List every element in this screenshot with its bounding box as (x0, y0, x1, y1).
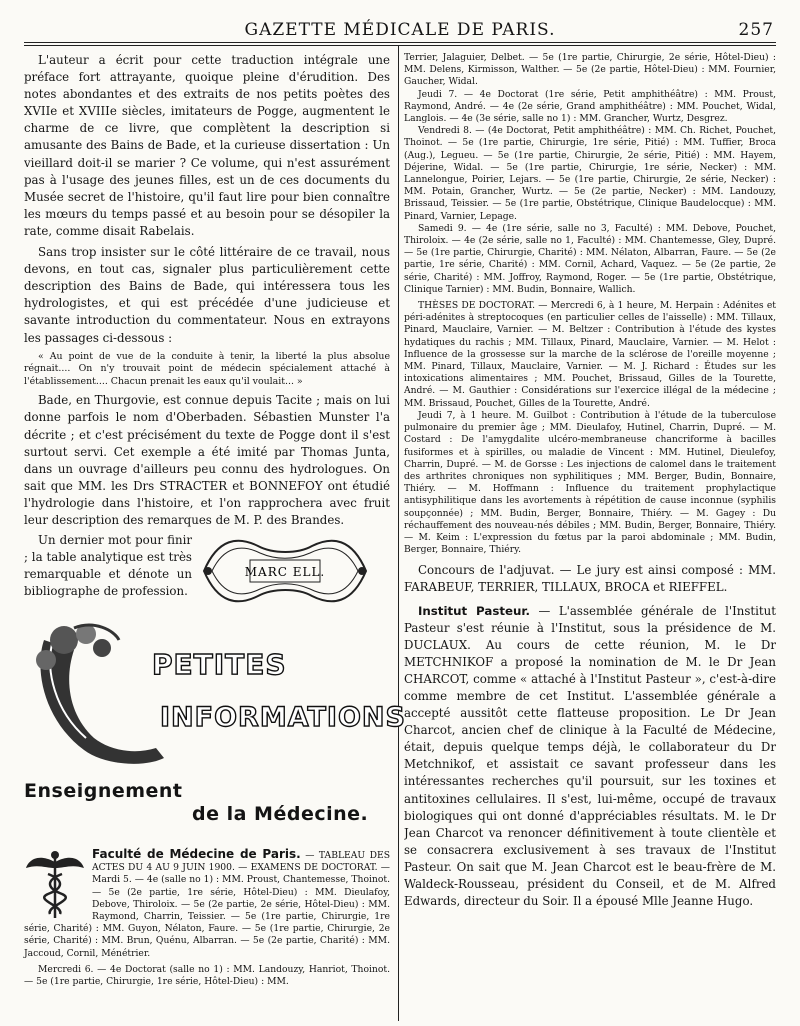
review-paragraph-3: Bade, en Thurgovie, est connue depuis Tacite ; mais on lui donne parfois le nom d'Oberbaden. Sébastien Munster l'a décrite ; et c'est précisément du texte de Pogge dont il s'est surtout servi. Cet exemple a été imité par Thomas Junta, dans un ouvrage d'ailleurs peu connu des hydrologues. On sait que MM. les Drs STRACTER et BONNEFOY ont étudié l'hydrologie dans l'histoire, et l'on rapprochera avec fruit leur description des remarques de M. P. des Brandes. (24, 393, 390, 528)
review-paragraph-2: Sans trop insister sur le côté littéraire de ce travail, nous devons, en tout cas, signaler plus particulièrement cette description des Bains de Bade, qui intéressera tous les hydrologistes, et qui est précédée d'une judicieuse et savante introduction du commentateur. Nous en extrayons les passages ci-dessous : (24, 245, 390, 345)
institut-pasteur-heading: Institut Pasteur. (418, 603, 530, 618)
institut-pasteur-text: — L'assemblée générale de l'Institut Pasteur s'est réunie à l'Institut, sous la présidence de M. DUCLAUX. Au cours de cette réunion, M. le Dr METCHNIKOF a proposé la nomination de M. le Dr Jean CHARCOT, comme « attaché à l'Institut Pasteur », c'est-à-dire comme membre de cet Institut. L'assemblée générale a accepté aussitôt cette flatteuse proposition. Le Dr Jean Charcot, ancien chef de clinique à la Faculté de Médecine, était, depuis quelque temps déjà, le collaborateur du Dr Metchnikof, et assistait ce savant professeur dans les intéressantes recherches qu'il poursuit, sur les toxines et antitoxines cellulaires. Il s'est, lui-même, occupé de travaux biologiques qui ont donné d'appréciables résultats. M. le Dr Jean Charcot va renoncer définitivement à toute clientèle et se consacrera exclusivement à ses travaux de l'Institut Pasteur. On sait que M. Jean Charcot est le beau-frère de M. Waldeck-Rousseau, président du Conseil, et de M. Alfred Edwards, directeur du Soir. Il a épousé Mlle Jeanne Hugo. (404, 603, 776, 909)
caduceus-icon (24, 848, 86, 920)
section-title-enseignement: Enseignement (24, 780, 183, 802)
jeudi-schedule: Jeudi 7. — 4e Doctorat (1re série, Petit amphithéâtre) : MM. Proust, Raymond, André. — 4e (2e série, Grand amphithéâtre) : MM. Pouchet, Widal, Langlois. — 4e (3e série, salle no 1) : MM. Grancher, Wurtz, Desgrez. (404, 88, 776, 125)
journal-title: GAZETTE MÉDICALE DE PARIS. (244, 20, 556, 40)
theses-jeudi: Jeudi 7, à 1 heure. M. Guilbot : Contribution à l'étude de la tuberculose pulmonaire du premier âge ; MM. Dieulafoy, Hutinel, Charrin, Dupré. — M. Costard : De l'amygdalite ulcéro-membraneuse chancriforme à bacilles fusiformes et à spirilles, ou maladie de Vincent : MM. Hutinel, Dieulefoy, Charrin, Dupré. — M. de Gorsse : Les injections de calomel dans le traitement des arthrites chroniques non syphilitiques ; MM. Berger, Budin, Bonnaire, Thiéry. — M. Hoffmann : Influence du traitement prophylactique antisyphilitique dans les avortements à répétition de cause inconnue (syphilis soupçonnée) ; MM. Budin, Berger, Bonnaire, Thiéry. — M. Gagey : Du réchauffement des nouveau-nés débiles ; MM. Budin, Berger, Bonnaire, Thiéry. — M. Keim : L'expression du fœtus par la paroi abdominale ; MM. Budin, Berger, Bonnaire, Thiéry. (404, 409, 776, 556)
page-number: 257 (738, 20, 774, 40)
petites-informations-banner (24, 620, 406, 828)
faculte-schedule: — TABLEAU DES ACTES DU 4 AU 9 JUIN 1900. — EXAMENS DE DOCTORAT. — Mardi 5. — 4e (salle no 1) : MM. Proust, Chantemesse, Thoinot. — 5e (2e partie, 1re série, Hôtel-Dieu) : MM. Dieulafoy, Debove, Thiroloix. — 5e (2e partie, 2e série, Hôtel-Dieu) : MM. Raymond, Charrin, Teissier. — 5e (1re partie, Chirurgie, 1re série, Charité) : MM. Guyon, Nélaton, Faure. — 5e (1re partie, Chirurgie, 2e série, Charité) : MM. Brun, Quénu, Albarran. — 5e (2e partie, Charité) : MM. Jaccoud, Cornil, Ménétrier. (24, 850, 390, 959)
banner-word-informations: INFORMATIONS (160, 702, 406, 733)
mercredi-schedule: Mercredi 6. — 4e Doctorat (salle no 1) : MM. Landouzy, Hanriot, Thoinot. — 5e (1re partie, Chirurgie, 1re série, Hôtel-Dieu) : MM. (24, 963, 390, 988)
review-quote: « Au point de vue de la conduite à tenir, la liberté la plus absolue régnait.... On n'y trouvait point de médecin spécialement attaché à l'établissement.... Chacun prenait les eaux qu'il voulait... » (24, 350, 390, 387)
banner-word-petites: PETITES (152, 648, 287, 681)
closing-block (24, 532, 390, 610)
faculte-heading: Faculté de Médecine de Paris. (92, 847, 301, 861)
review-paragraph-1: L'auteur a écrit pour cette traduction intégrale une préface fort attrayante, quoique pleine d'érudition. Des notes abondantes et des extraits de nos petits poètes des XVIIe et XVIIIe siècles, imitateurs de Pogge, augmentent le charme de ce livre, que complètent la description si amusante des Bains de Bade, et la curieuse dissertation : Un vieillard doit-il se marier ? Ce volume, qui n'est assurément pas à l'usage des jeunes filles, est un de ces documents du Musée secret de l'histoire, qu'il faut lire pour bien connaître les mœurs du temps passé et au besoin pour se désopiler la rate, comme disait Rabelais. (24, 53, 390, 238)
schedule-continued: Terrier, Jalaguier, Delbet. — 5e (1re partie, Chirurgie, 2e série, Hôtel-Dieu) : MM. Delens, Kirmisson, Walther. — 5e (2e partie, Hôtel-Dieu) : MM. Fournier, Gaucher, Widal. (404, 52, 776, 88)
samedi-schedule: Samedi 9. — 4e (1re série, salle no 3, Faculté) : MM. Debove, Pouchet, Thiroloix. — 4e (2e série, salle no 1, Faculté) : MM. Chantemesse, Gley, Dupré. — 5e (1re partie, Chirurgie, Charité) : MM. Nélaton, Albarran, Faure. — 5e (2e partie, 1re série, Charité) : MM. Cornil, Achard, Vaquez. — 5e (2e partie, 2e série, Charité) : MM. Joffroy, Raymond, Roger. — 5e (1re partie, Obstétrique, Clinique Tarnier) : MM. Budin, Bonnaire, Wallich. (404, 222, 776, 295)
header-rule-top (24, 42, 776, 43)
section-title-medecine: de la Médecine. (192, 803, 369, 825)
concours-adjuvat: Concours de l'adjuvat. — Le jury est ainsi composé : MM. FARABEUF, TERRIER, TILLAUX, BROCA et RIEFFEL. (404, 563, 776, 595)
right-column (404, 52, 776, 1022)
page-header (20, 18, 780, 42)
faculte-section (24, 848, 390, 988)
signature-ornament (198, 532, 372, 610)
cornucopia-icon (24, 620, 174, 770)
review-paragraph-4: Un dernier mot pour finir ; la table analytique est très remarquable et dénote un bibliographe de profession. (24, 533, 192, 599)
institut-pasteur-article (404, 603, 776, 911)
column-divider (398, 46, 399, 1021)
signature: MARC ELL. (244, 565, 326, 580)
header-rule-bottom (24, 45, 776, 46)
left-column (24, 52, 390, 612)
theses-mercredi: THÈSES DE DOCTORAT. — Mercredi 6, à 1 heure, M. Herpain : Adénites et péri-adénites à streptocoques (en particulier celles de l'aisselle) : MM. Tillaux, Pinard, Mauclaire, Varnier. — M. Beltzer : Contribution à l'étude des kystes hydatiques du rachis ; MM. Tillaux, Pinard, Mauclaire, Varnier. — M. Helot : Influence de la grossesse sur la marche de la sclérose de l'oreille moyenne ; MM. Pinard, Tillaux, Mauclaire, Varnier. — M. J. Richard : Études sur les intoxications alimentaires ; MM. Pouchet, Brissaud, Gilles de la Tourette, André. — M. Gauthier : Considérations sur l'exercice illégal de la médecine ; MM. Brissaud, Pouchet, Gilles de la Tourette, André. (404, 300, 776, 409)
vendredi-schedule: Vendredi 8. — (4e Doctorat, Petit amphithéâtre) : MM. Ch. Richet, Pouchet, Thoinot. — 5e (1re partie, Chirurgie, 1re série, Pitié) : MM. Tuffier, Broca (Aug.), Legueu. — 5e (1re partie, Chirurgie, 2e série, Pitié) : MM. Hayem, Déjerine, Widal. — 5e (1re partie, Chirurgie, 1re série, Necker) : MM. Lannelongue, Poirier, Lejars. — 5e (1re partie, Chirurgie, 2e série, Necker) : MM. Potain, Grancher, Wurtz. — 5e (2e partie, Necker) : MM. Landouzy, Brissaud, Teissier. — 5e (1re partie, Obstétrique, Clinique Baudelocque) : MM. Pinard, Varnier, Lepage. (404, 125, 776, 222)
